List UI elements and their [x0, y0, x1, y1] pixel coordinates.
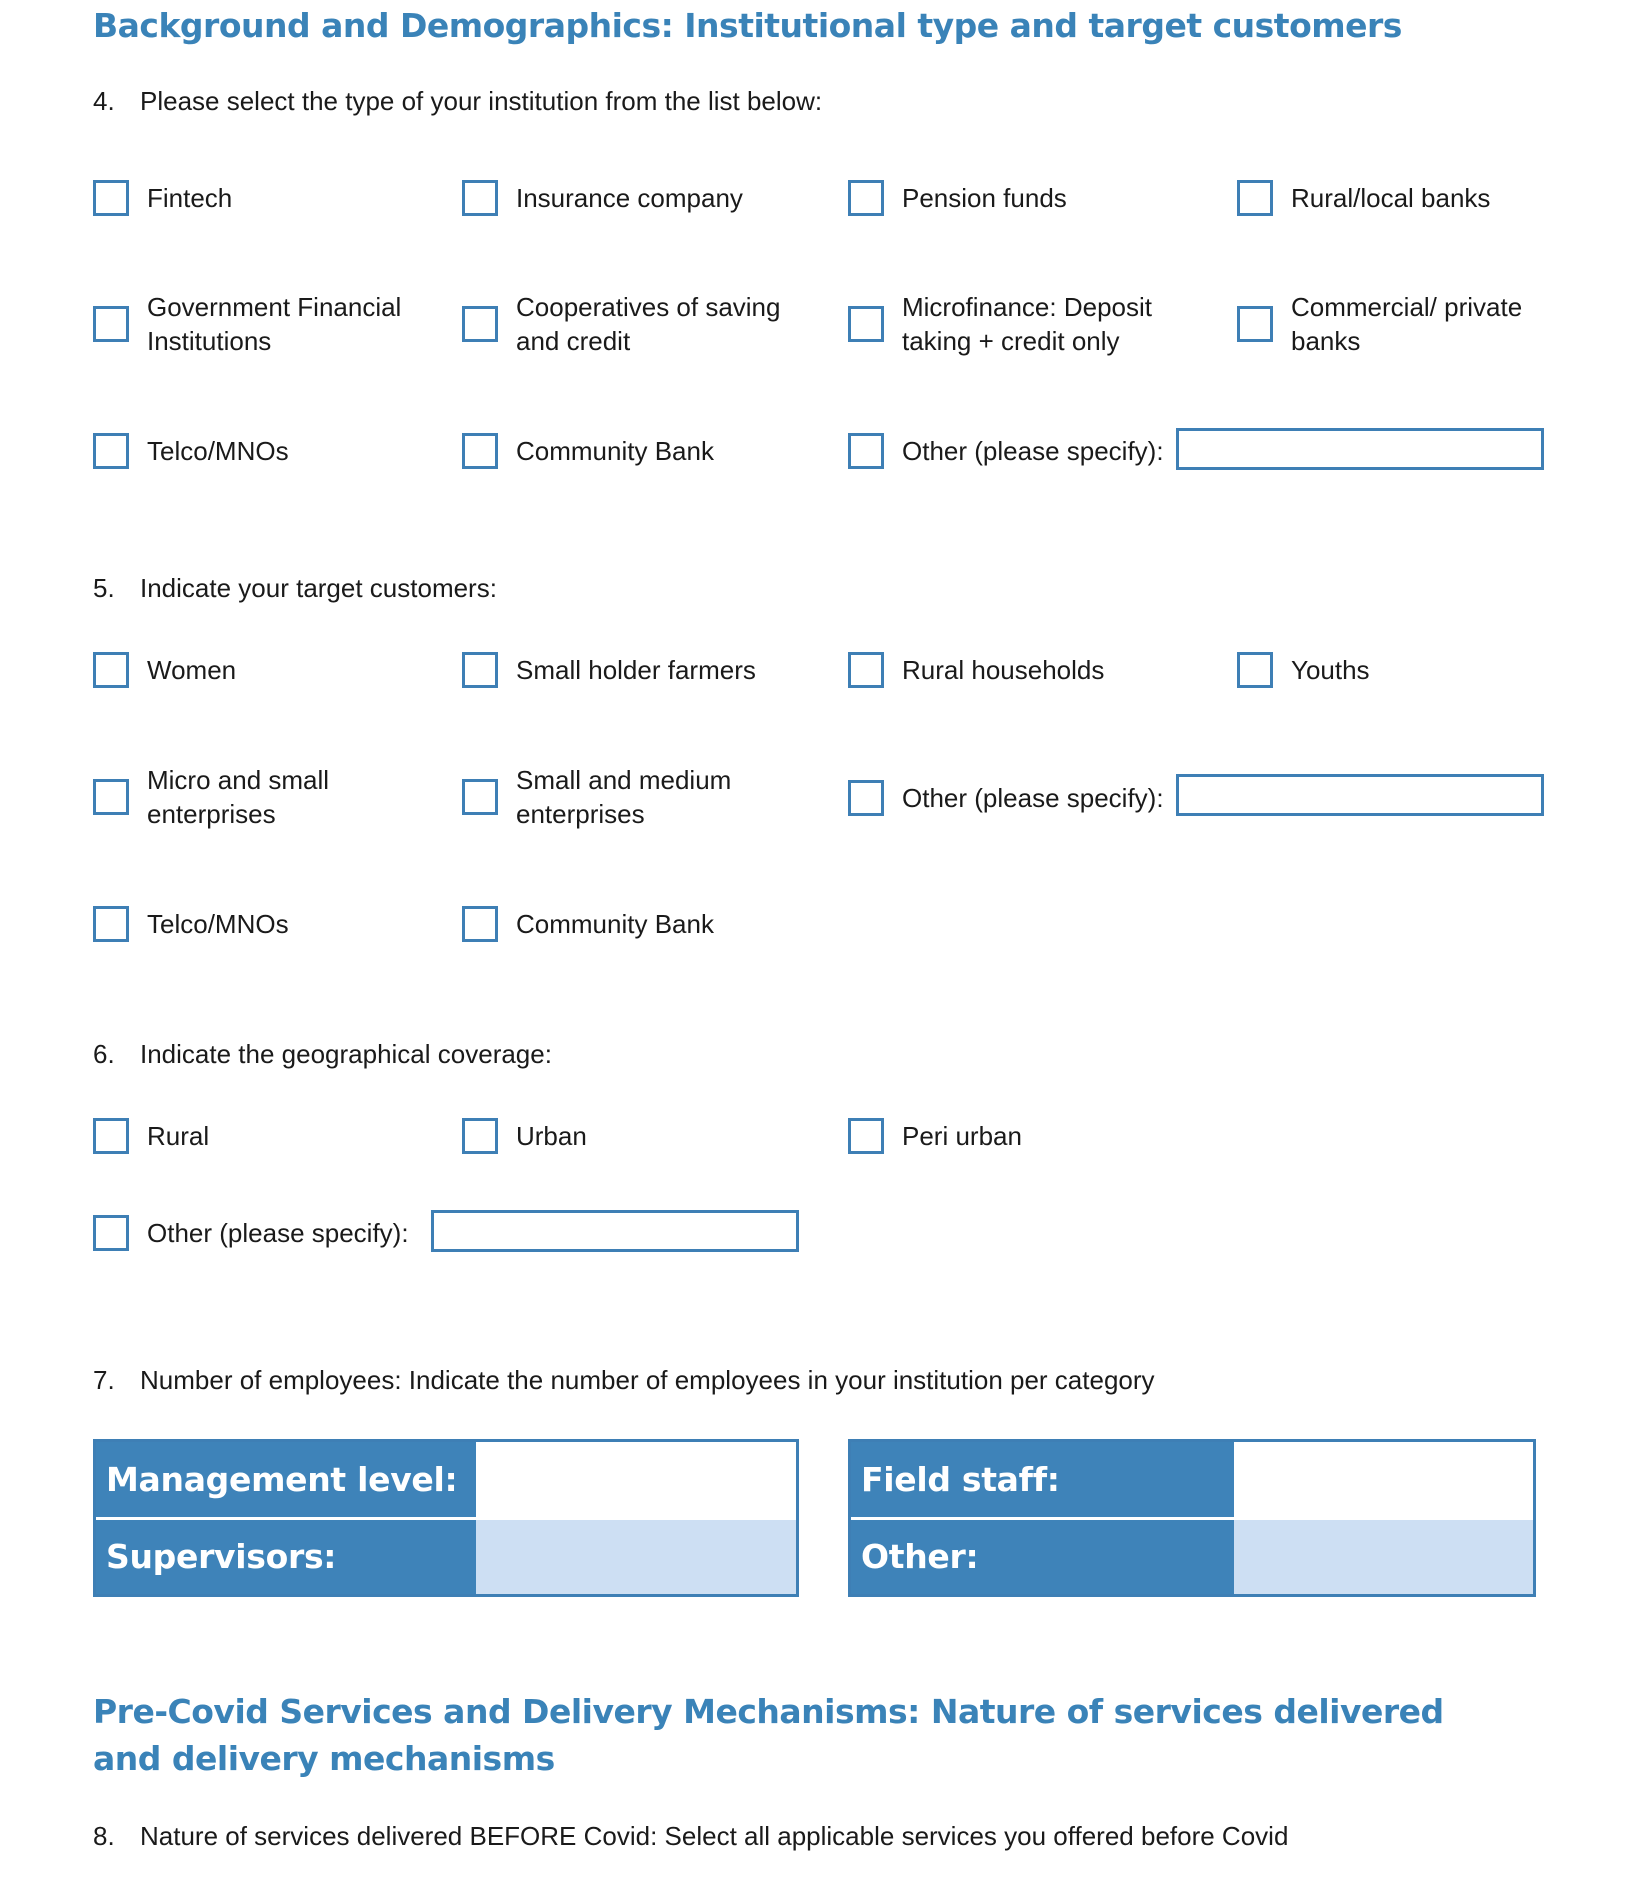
other-employees-label: Other:	[851, 1520, 1234, 1595]
checkbox-box[interactable]	[462, 1118, 498, 1154]
checkbox-box[interactable]	[462, 433, 498, 469]
table-row	[851, 1442, 1533, 1517]
checkbox-rural[interactable]	[93, 1118, 209, 1154]
checkbox-box[interactable]	[462, 906, 498, 942]
checkbox-box[interactable]	[93, 306, 129, 342]
checkbox-cooperatives-saving-credit[interactable]	[462, 290, 816, 358]
option-label: Commercial/ private banks	[1291, 292, 1523, 356]
checkbox-other[interactable]	[93, 1215, 409, 1251]
checkbox-box[interactable]	[848, 780, 884, 816]
management-level-input[interactable]	[476, 1442, 796, 1517]
checkbox-box[interactable]	[848, 652, 884, 688]
checkbox-insurance-company[interactable]	[462, 180, 743, 216]
option-label: Urban	[516, 1121, 587, 1151]
option-label: Small and medium enterprises	[516, 765, 732, 829]
section-heading-pre-covid-services: Pre-Covid Services and Delivery Mechanisms: Nature of services delivered and delivery mechanisms	[93, 1692, 1444, 1778]
other-specify-input[interactable]	[1176, 774, 1544, 816]
checkbox-women[interactable]	[93, 652, 236, 688]
checkbox-box[interactable]	[848, 1118, 884, 1154]
checkbox-box[interactable]	[848, 306, 884, 342]
question-5	[93, 572, 497, 604]
management-level-label: Management level:	[96, 1442, 476, 1517]
question-number: 5.	[93, 573, 115, 603]
checkbox-commercial-private-banks[interactable]	[1237, 290, 1581, 358]
field-staff-input[interactable]	[1234, 1442, 1533, 1517]
checkbox-box[interactable]	[93, 1215, 129, 1251]
employee-table-left	[93, 1439, 799, 1597]
checkbox-rural-households[interactable]	[848, 652, 1104, 688]
checkbox-telco-mnos[interactable]	[93, 906, 289, 942]
question-number: 8.	[93, 1821, 115, 1851]
option-label: Other (please specify):	[902, 783, 1164, 813]
field-staff-label: Field staff:	[851, 1442, 1234, 1517]
question-number: 6.	[93, 1039, 115, 1069]
option-label: Women	[147, 655, 237, 685]
question-text: Please select the type of your institution from the list below:	[140, 86, 823, 116]
checkbox-box[interactable]	[1237, 180, 1273, 216]
option-label: Micro and small enterprises	[147, 765, 330, 829]
table-row	[96, 1442, 796, 1517]
option-label: Telco/MNOs	[147, 436, 289, 466]
checkbox-box[interactable]	[462, 306, 498, 342]
checkbox-box[interactable]	[1237, 306, 1273, 342]
option-label: Community Bank	[516, 436, 714, 466]
checkbox-box[interactable]	[93, 1118, 129, 1154]
checkbox-other[interactable]	[848, 433, 1164, 469]
checkbox-box[interactable]	[93, 433, 129, 469]
question-4	[93, 85, 822, 117]
option-label: Telco/MNOs	[147, 909, 289, 939]
question-text: Number of employees: Indicate the number of employees in your institution per category	[140, 1365, 1155, 1395]
table-row	[96, 1520, 796, 1595]
option-label: Community Bank	[516, 909, 714, 939]
option-label: Other (please specify):	[147, 1218, 409, 1248]
question-number: 7.	[93, 1365, 115, 1395]
checkbox-box[interactable]	[93, 906, 129, 942]
option-label: Insurance company	[516, 183, 743, 213]
question-7	[93, 1364, 1155, 1396]
question-8	[93, 1820, 1288, 1852]
question-6	[93, 1038, 552, 1070]
checkbox-fintech[interactable]	[93, 180, 232, 216]
other-specify-input[interactable]	[1176, 428, 1544, 470]
checkbox-government-financial-institutions[interactable]	[93, 290, 447, 358]
question-text: Nature of services delivered BEFORE Covid: Select all applicable services you offered before Covid	[140, 1821, 1289, 1851]
checkbox-box[interactable]	[462, 652, 498, 688]
option-label: Peri urban	[902, 1121, 1022, 1151]
supervisors-input[interactable]	[476, 1520, 796, 1595]
checkbox-small-holder-farmers[interactable]	[462, 652, 756, 688]
option-label: Microfinance: Deposit taking + credit only	[902, 292, 1152, 356]
checkbox-box[interactable]	[462, 779, 498, 815]
option-label: Youths	[1291, 655, 1370, 685]
checkbox-box[interactable]	[1237, 652, 1273, 688]
checkbox-box[interactable]	[93, 779, 129, 815]
checkbox-youths[interactable]	[1237, 652, 1370, 688]
checkbox-box[interactable]	[848, 180, 884, 216]
option-label: Rural	[147, 1121, 210, 1151]
checkbox-rural-local-banks[interactable]	[1237, 180, 1490, 216]
checkbox-box[interactable]	[93, 180, 129, 216]
checkbox-urban[interactable]	[462, 1118, 587, 1154]
option-label: Rural households	[902, 655, 1105, 685]
checkbox-small-medium-enterprises[interactable]	[462, 763, 766, 831]
checkbox-pension-funds[interactable]	[848, 180, 1067, 216]
option-label: Cooperatives of saving and credit	[516, 292, 781, 356]
option-label: Government Financial Institutions	[147, 292, 402, 356]
question-text: Indicate the geographical coverage:	[140, 1039, 552, 1069]
table-row	[851, 1520, 1533, 1595]
checkbox-community-bank[interactable]	[462, 906, 714, 942]
other-specify-input[interactable]	[431, 1210, 799, 1252]
employee-table-right	[848, 1439, 1536, 1597]
checkbox-box[interactable]	[93, 652, 129, 688]
other-employees-input[interactable]	[1234, 1520, 1533, 1595]
option-label: Other (please specify):	[902, 436, 1164, 466]
checkbox-peri-urban[interactable]	[848, 1118, 1022, 1154]
checkbox-microfinance[interactable]	[848, 290, 1202, 358]
checkbox-community-bank[interactable]	[462, 433, 714, 469]
checkbox-box[interactable]	[462, 180, 498, 216]
option-label: Fintech	[147, 183, 233, 213]
checkbox-box[interactable]	[848, 433, 884, 469]
checkbox-telco-mnos[interactable]	[93, 433, 289, 469]
option-label: Pension funds	[902, 183, 1067, 213]
section-heading-demographics: Background and Demographics: Institutional type and target customers	[93, 6, 1402, 45]
option-label: Small holder farmers	[516, 655, 756, 685]
checkbox-micro-small-enterprises[interactable]	[93, 763, 377, 831]
checkbox-other[interactable]	[848, 780, 1164, 816]
option-label: Rural/local banks	[1291, 183, 1491, 213]
question-text: Indicate your target customers:	[140, 573, 497, 603]
question-number: 4.	[93, 86, 115, 116]
supervisors-label: Supervisors:	[96, 1520, 476, 1595]
